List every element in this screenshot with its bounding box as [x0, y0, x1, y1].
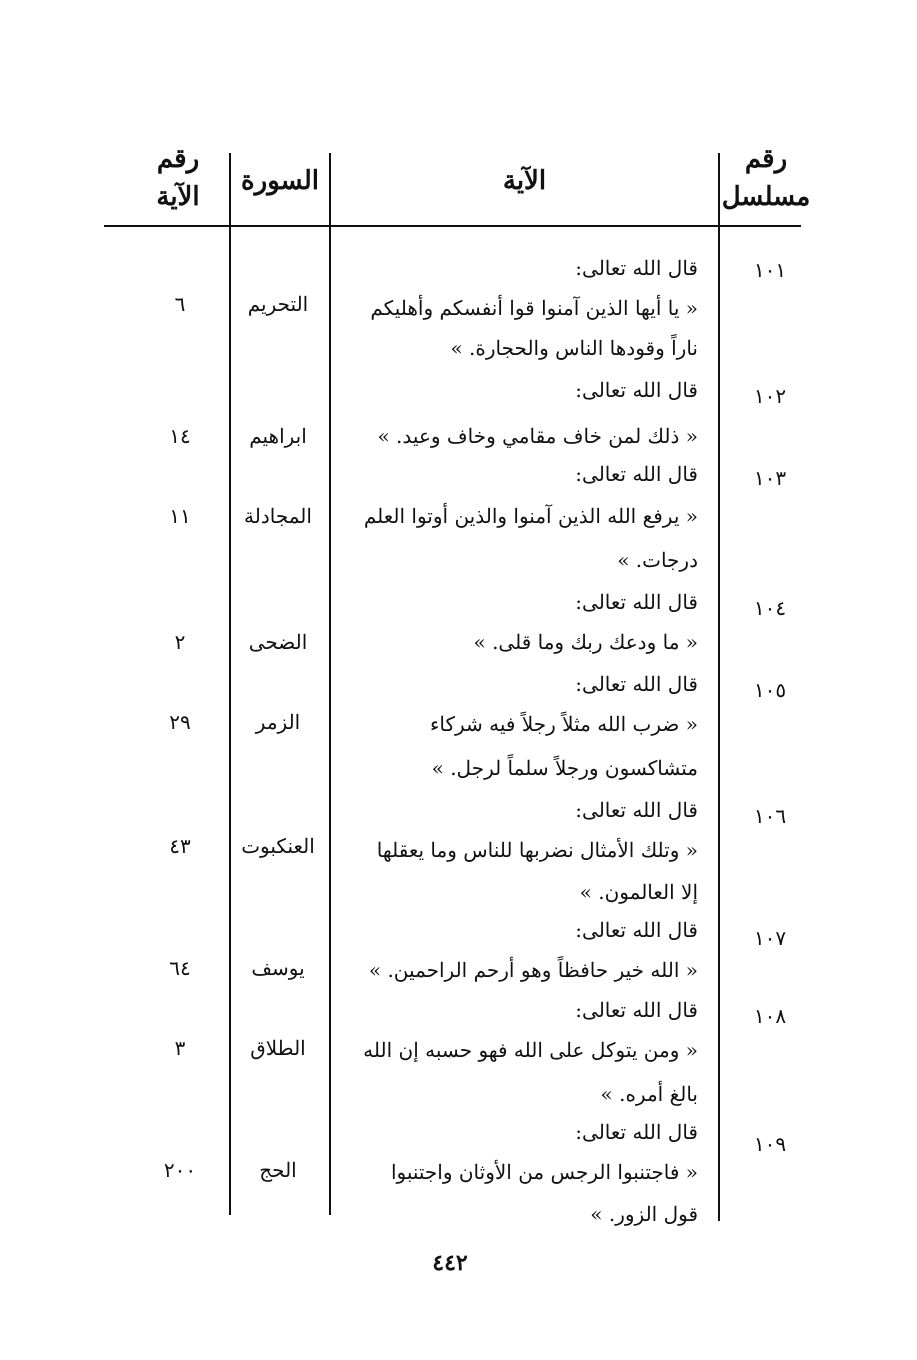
row-ayah-line: « يا أيها الذين آمنوا قوا أنفسكم وأهليكم [370, 296, 698, 320]
row-ayah-number: ٤٣ [169, 834, 191, 858]
row-surah: ابراهيم [249, 424, 307, 448]
row-serial-number: ١٠٤ [753, 596, 787, 620]
row-intro: قال الله تعالى: [575, 798, 698, 822]
row-ayah-number: ٦٤ [169, 956, 191, 980]
row-serial-number: ١٠٩ [753, 1132, 787, 1156]
row-ayah-number: ٢ [174, 630, 186, 654]
row-ayah-number: ٢٩ [169, 710, 191, 734]
row-ayah-line: درجات. » [617, 548, 698, 572]
row-intro: قال الله تعالى: [575, 256, 698, 280]
row-surah: الضحى [248, 630, 308, 654]
column-divider-serial [718, 153, 720, 1221]
header-ayah-number [130, 140, 226, 216]
row-serial-number: ١٠٥ [753, 678, 787, 702]
header-surah: السورة [241, 166, 319, 196]
row-intro: قال الله تعالى: [575, 672, 698, 696]
row-surah: الحج [259, 1158, 297, 1182]
row-ayah-number: ٣ [174, 1036, 186, 1060]
row-intro: قال الله تعالى: [575, 1120, 698, 1144]
column-divider-surah [229, 153, 231, 1215]
row-ayah-number: ٦ [174, 292, 186, 316]
row-intro: قال الله تعالى: [575, 998, 698, 1022]
row-surah: الطلاق [250, 1036, 306, 1060]
row-intro: قال الله تعالى: [575, 590, 698, 614]
row-intro: قال الله تعالى: [575, 918, 698, 942]
column-divider-ayah [329, 153, 331, 1215]
row-serial-number: ١٠٢ [753, 384, 787, 408]
header-serial-line2: مسلسل [721, 182, 811, 212]
header-serial-number [716, 140, 816, 216]
row-intro: قال الله تعالى: [575, 378, 698, 402]
header-divider [104, 225, 801, 227]
row-serial-number: ١٠٣ [753, 466, 787, 490]
row-ayah-number: ١١ [169, 504, 191, 528]
row-ayah-line: « ذلك لمن خاف مقامي وخاف وعيد. » [377, 424, 698, 448]
row-serial-number: ١٠١ [753, 258, 787, 282]
row-ayah-line: « الله خير حافظاً وهو أرحم الراحمين. » [368, 958, 698, 982]
row-ayah-line: « ما ودعك ربك وما قلى. » [473, 630, 698, 654]
row-surah: الزمر [255, 710, 301, 734]
row-ayah-line: متشاكسون ورجلاً سلماً لرجل. » [431, 756, 698, 780]
row-ayah-line: « ضرب الله مثلاً رجلاً فيه شركاء [430, 712, 698, 736]
row-serial-number: ١٠٦ [753, 804, 787, 828]
row-surah: العنكبوت [241, 834, 315, 858]
row-ayah-line: « فاجتنبوا الرجس من الأوثان واجتنبوا [390, 1160, 698, 1184]
header-ayah: الآية [502, 166, 547, 196]
row-serial-number: ١٠٧ [753, 926, 787, 950]
row-ayah-line: قول الزور. » [590, 1202, 698, 1226]
row-ayah-number: ٢٠٠ [163, 1158, 197, 1182]
row-ayah-line: « ومن يتوكل على الله فهو حسبه إن الله [363, 1038, 698, 1062]
row-ayah-line: ناراً وقودها الناس والحجارة. » [450, 336, 698, 360]
row-surah: يوسف [251, 956, 305, 980]
row-surah: التحريم [247, 292, 309, 316]
header-ayah-num-line1: رقم [156, 144, 200, 174]
row-ayah-line: بالغ أمره. » [600, 1082, 698, 1106]
row-ayah-line: « وتلك الأمثال نضربها للناس وما يعقلها [376, 838, 698, 862]
page-number: ٤٤٢ [432, 1250, 468, 1276]
row-ayah-number: ١٤ [169, 424, 191, 448]
row-serial-number: ١٠٨ [753, 1004, 787, 1028]
header-serial-line1: رقم [744, 144, 788, 174]
row-ayah-line: « يرفع الله الذين آمنوا والذين أوتوا العلم [363, 504, 698, 528]
row-intro: قال الله تعالى: [575, 462, 698, 486]
row-ayah-line: إلا العالمون. » [579, 880, 698, 904]
row-surah: المجادلة [244, 504, 312, 528]
header-ayah-num-line2: الآية [156, 182, 200, 212]
